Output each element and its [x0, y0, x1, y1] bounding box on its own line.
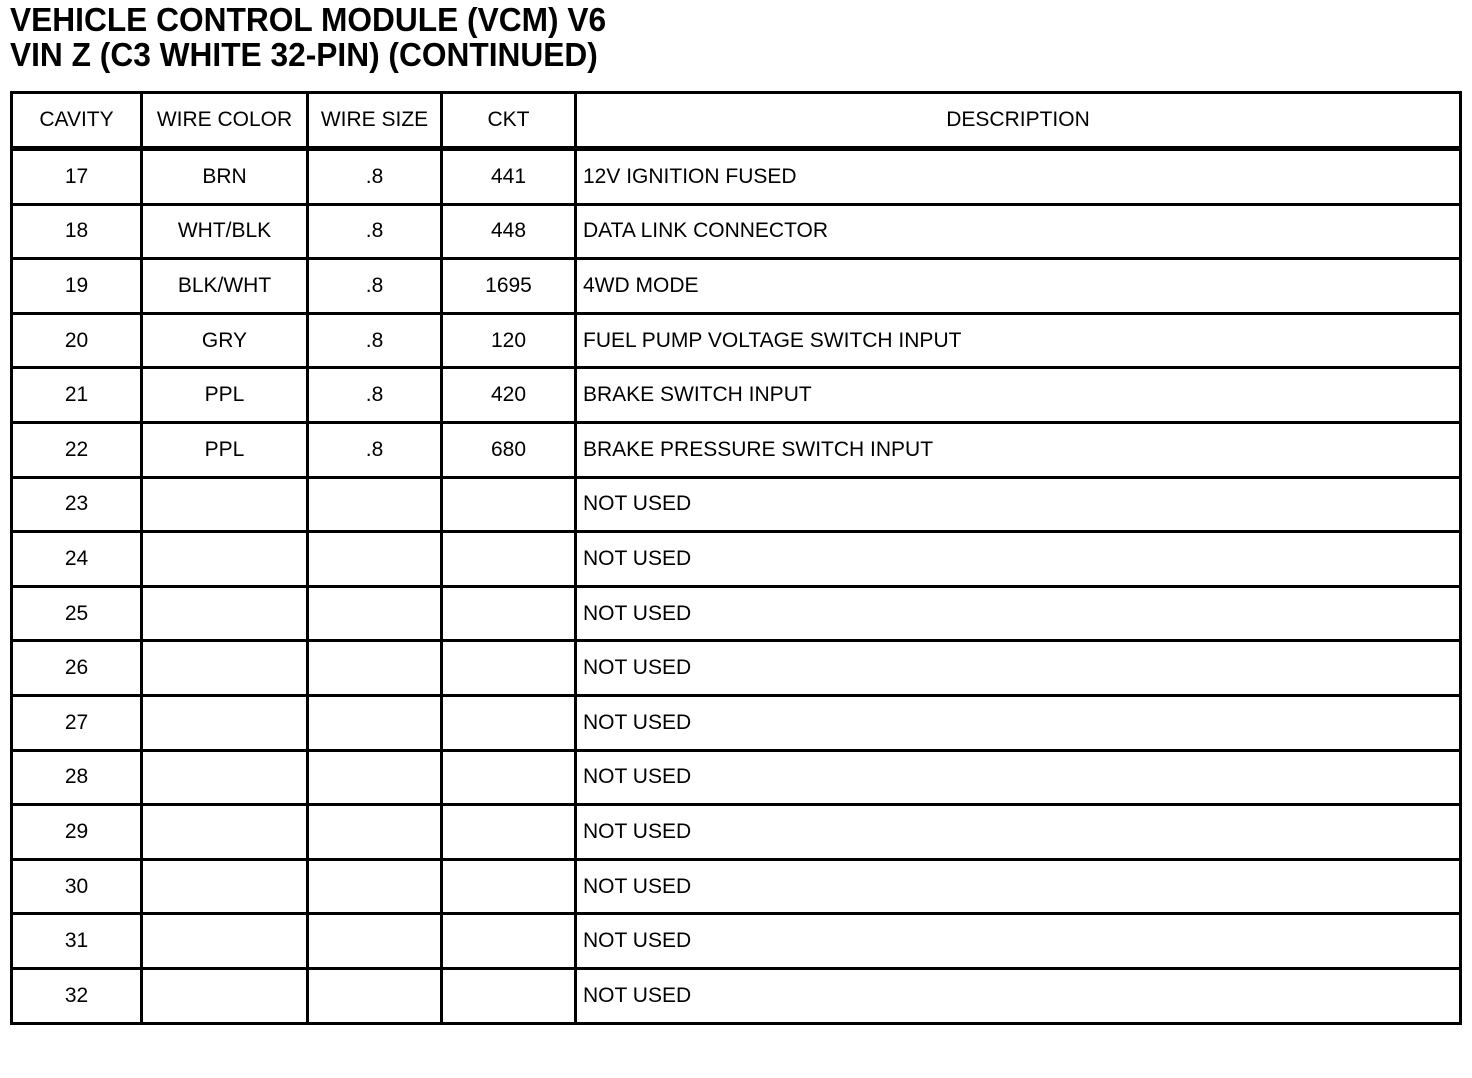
- cell-description: BRAKE SWITCH INPUT: [576, 368, 1461, 423]
- cell-cavity: 22: [12, 422, 142, 477]
- title-line-1: VEHICLE CONTROL MODULE (VCM) V6: [10, 1, 607, 38]
- cell-cavity: 25: [12, 586, 142, 641]
- cell-description: NOT USED: [576, 586, 1461, 641]
- cell-wire-color: [142, 532, 308, 587]
- table-row: [12, 149, 1461, 205]
- cell-ckt: 448: [442, 204, 576, 259]
- cell-cavity: 28: [12, 750, 142, 805]
- cell-cavity: 20: [12, 313, 142, 368]
- cell-wire-size: [308, 586, 442, 641]
- cell-cavity: 19: [12, 259, 142, 314]
- column-header-ckt: CKT: [442, 93, 576, 149]
- cell-wire-color: [142, 695, 308, 750]
- cell-description: NOT USED: [576, 695, 1461, 750]
- cell-ckt: [442, 477, 576, 532]
- cell-ckt: [442, 968, 576, 1023]
- cell-description: 12V IGNITION FUSED: [576, 149, 1461, 205]
- cell-wire-color: [142, 641, 308, 696]
- table-row: [12, 641, 1461, 696]
- cell-wire-size: .8: [308, 259, 442, 314]
- cell-wire-size: .8: [308, 149, 442, 205]
- cell-ckt: 1695: [442, 259, 576, 314]
- cell-description: NOT USED: [576, 805, 1461, 860]
- cell-ckt: [442, 859, 576, 914]
- cell-cavity: 24: [12, 532, 142, 587]
- cell-description: 4WD MODE: [576, 259, 1461, 314]
- cell-ckt: [442, 805, 576, 860]
- cell-wire-color: PPL: [142, 422, 308, 477]
- cell-cavity: 18: [12, 204, 142, 259]
- cell-ckt: [442, 532, 576, 587]
- cell-ckt: [442, 695, 576, 750]
- connector-pinout-table: [10, 91, 1462, 1025]
- cell-wire-size: .8: [308, 422, 442, 477]
- cell-ckt: 420: [442, 368, 576, 423]
- cell-wire-color: [142, 805, 308, 860]
- cell-ckt: [442, 586, 576, 641]
- cell-cavity: 26: [12, 641, 142, 696]
- table-row: [12, 532, 1461, 587]
- table-row: [12, 914, 1461, 969]
- table-row: [12, 422, 1461, 477]
- table-header: [12, 93, 1461, 149]
- cell-wire-color: [142, 586, 308, 641]
- table-row: [12, 805, 1461, 860]
- cell-wire-color: [142, 477, 308, 532]
- cell-cavity: 17: [12, 149, 142, 205]
- table-row: [12, 859, 1461, 914]
- cell-wire-color: [142, 750, 308, 805]
- cell-wire-color: PPL: [142, 368, 308, 423]
- column-header-wire-size: WIRE SIZE: [308, 93, 442, 149]
- table-row: [12, 259, 1461, 314]
- cell-ckt: 441: [442, 149, 576, 205]
- cell-description: NOT USED: [576, 750, 1461, 805]
- cell-wire-color: [142, 968, 308, 1023]
- page-title: [10, 2, 606, 72]
- cell-cavity: 29: [12, 805, 142, 860]
- column-header-wire-color: WIRE COLOR: [142, 93, 308, 149]
- cell-cavity: 21: [12, 368, 142, 423]
- cell-ckt: [442, 750, 576, 805]
- table-row: [12, 204, 1461, 259]
- cell-description: BRAKE PRESSURE SWITCH INPUT: [576, 422, 1461, 477]
- cell-wire-color: WHT/BLK: [142, 204, 308, 259]
- cell-description: NOT USED: [576, 477, 1461, 532]
- cell-wire-size: [308, 695, 442, 750]
- cell-cavity: 31: [12, 914, 142, 969]
- cell-wire-size: [308, 805, 442, 860]
- cell-wire-size: [308, 532, 442, 587]
- cell-wire-color: GRY: [142, 313, 308, 368]
- cell-wire-size: [308, 968, 442, 1023]
- table-body: [12, 149, 1461, 1024]
- cell-wire-size: [308, 477, 442, 532]
- cell-description: NOT USED: [576, 968, 1461, 1023]
- cell-cavity: 27: [12, 695, 142, 750]
- cell-cavity: 23: [12, 477, 142, 532]
- cell-ckt: [442, 914, 576, 969]
- column-header-cavity: CAVITY: [12, 93, 142, 149]
- cell-ckt: 120: [442, 313, 576, 368]
- table-row: [12, 695, 1461, 750]
- table-row: [12, 477, 1461, 532]
- cell-ckt: [442, 641, 576, 696]
- cell-wire-color: [142, 914, 308, 969]
- cell-description: NOT USED: [576, 914, 1461, 969]
- cell-wire-size: [308, 914, 442, 969]
- cell-description: FUEL PUMP VOLTAGE SWITCH INPUT: [576, 313, 1461, 368]
- cell-wire-size: [308, 859, 442, 914]
- cell-description: NOT USED: [576, 859, 1461, 914]
- cell-wire-color: [142, 859, 308, 914]
- table-row: [12, 968, 1461, 1023]
- cell-cavity: 30: [12, 859, 142, 914]
- cell-wire-size: [308, 641, 442, 696]
- cell-wire-size: .8: [308, 313, 442, 368]
- cell-wire-size: .8: [308, 368, 442, 423]
- cell-wire-size: [308, 750, 442, 805]
- cell-wire-color: BRN: [142, 149, 308, 205]
- cell-wire-color: BLK/WHT: [142, 259, 308, 314]
- header-row: [12, 93, 1461, 149]
- cell-cavity: 32: [12, 968, 142, 1023]
- table-row: [12, 750, 1461, 805]
- table-row: [12, 368, 1461, 423]
- table-row: [12, 313, 1461, 368]
- cell-description: NOT USED: [576, 641, 1461, 696]
- cell-description: DATA LINK CONNECTOR: [576, 204, 1461, 259]
- cell-ckt: 680: [442, 422, 576, 477]
- cell-description: NOT USED: [576, 532, 1461, 587]
- title-line-2: VIN Z (C3 WHITE 32-PIN) (CONTINUED): [10, 36, 598, 73]
- column-header-description: DESCRIPTION: [576, 93, 1461, 149]
- table-row: [12, 586, 1461, 641]
- cell-wire-size: .8: [308, 204, 442, 259]
